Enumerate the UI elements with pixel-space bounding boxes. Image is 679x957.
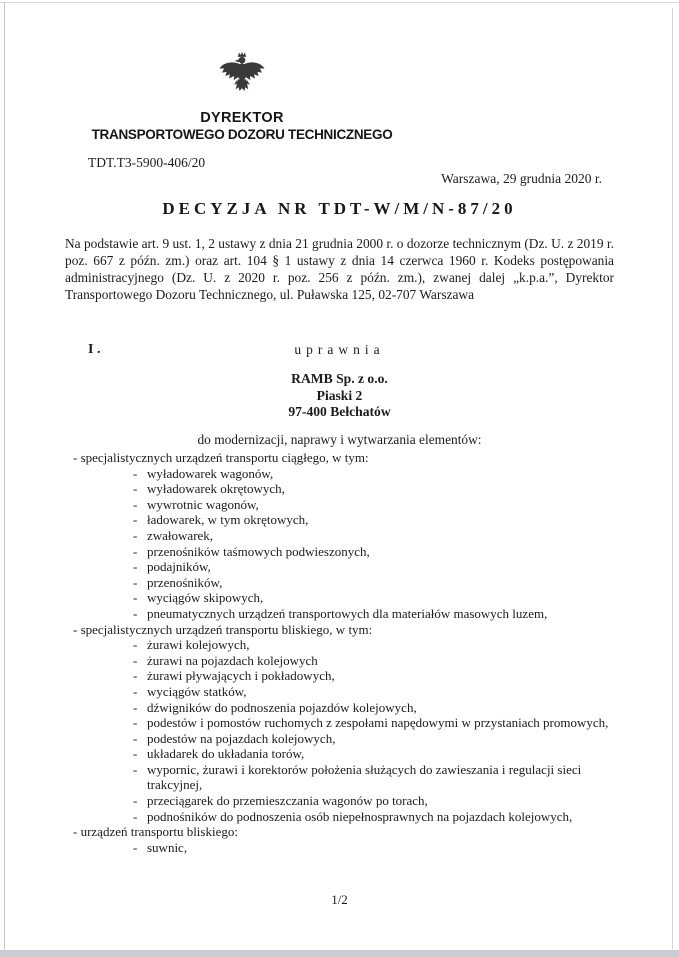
list-item-text: żurawi pływających i pokładowych, bbox=[147, 668, 335, 684]
list-item-text: wywrotnic wagonów, bbox=[147, 496, 259, 512]
list-item bbox=[73, 746, 614, 762]
scope-group-heading: - specjalistycznych urządzeń transportu bliskiego, w tym: bbox=[73, 621, 373, 637]
list-item bbox=[73, 466, 614, 482]
place-and-date: Warszawa, 29 grudnia 2020 r. bbox=[441, 171, 602, 186]
dash-marker: - bbox=[133, 746, 138, 762]
list-item bbox=[73, 840, 614, 856]
scope-group-1 bbox=[73, 450, 614, 622]
list-item bbox=[73, 559, 614, 575]
list-item-text: podnośników do podnoszenia osób niepełnosprawnych na pojazdach kolejowych, bbox=[147, 808, 573, 824]
dash-marker: - bbox=[133, 793, 138, 809]
list-item bbox=[73, 575, 614, 591]
list-item-text: żurawi kolejowych, bbox=[147, 637, 250, 653]
list-item bbox=[73, 637, 614, 653]
list-item bbox=[73, 606, 614, 622]
section-verb: uprawnia bbox=[294, 342, 385, 357]
letterhead bbox=[80, 50, 404, 142]
dash-marker: - bbox=[133, 590, 138, 606]
dash-marker: - bbox=[133, 637, 138, 653]
dash-marker: - bbox=[133, 496, 138, 512]
list-item-text: ładowarek, w tym okrętowych, bbox=[147, 512, 309, 528]
list-item-text: przenośników, bbox=[147, 574, 223, 590]
list-item bbox=[73, 715, 614, 731]
org-title-line2: TRANSPORTOWEGO DOZORU TECHNICZNEGO bbox=[91, 127, 393, 142]
company-address-line2: 97-400 Bełchatów bbox=[288, 404, 391, 419]
list-item bbox=[73, 544, 614, 560]
list-item-text: przeciągarek do przemieszczania wagonów po torach, bbox=[147, 793, 428, 809]
page-number: 1/2 bbox=[331, 892, 348, 907]
dash-marker: - bbox=[133, 481, 138, 497]
dash-marker: - bbox=[133, 730, 138, 746]
list-item-text: wyładowarek wagonów, bbox=[147, 465, 274, 481]
list-item-text: wyciągów skipowych, bbox=[147, 590, 264, 606]
section-row bbox=[0, 342, 679, 360]
authorized-company-block bbox=[0, 371, 679, 421]
section-number: I . bbox=[88, 342, 101, 357]
list-item-text: żurawi na pojazdach kolejowych bbox=[147, 652, 318, 668]
list-item bbox=[73, 497, 614, 513]
list-item bbox=[73, 793, 614, 809]
list-item bbox=[73, 481, 614, 497]
decision-title: DECYZJA NR TDT-W/M/N-87/20 bbox=[162, 199, 517, 218]
scope-group-2 bbox=[73, 622, 614, 825]
scope-lists bbox=[73, 450, 614, 855]
list-item bbox=[73, 731, 614, 747]
list-item-text: wypornic, żurawi i korektorów położenia służących do zawieszania i regulacji sieci trakcyjnej, bbox=[147, 761, 582, 793]
dash-marker: - bbox=[133, 839, 138, 855]
list-item-text: suwnic, bbox=[147, 839, 188, 855]
scope-group-heading: - specjalistycznych urządzeń transportu ciągłego, w tym: bbox=[73, 450, 369, 465]
list-item-text: układarek do układania torów, bbox=[147, 746, 305, 762]
dash-marker: - bbox=[133, 465, 138, 481]
dash-marker: - bbox=[133, 761, 138, 777]
list-item bbox=[73, 528, 614, 544]
company-address-line1: Piaski 2 bbox=[316, 387, 363, 403]
list-item bbox=[73, 809, 614, 825]
list-item bbox=[73, 668, 614, 684]
dash-marker: - bbox=[133, 512, 138, 528]
scope-group-heading: - urządzeń transportu bliskiego: bbox=[73, 824, 238, 840]
dash-marker: - bbox=[133, 668, 138, 684]
org-title-line1: DYREKTOR bbox=[200, 110, 284, 126]
list-item-text: podajników, bbox=[147, 559, 211, 575]
list-item-text: pneumatycznych urządzeń transportowych dla materiałów masowych luzem, bbox=[147, 605, 548, 621]
dash-marker: - bbox=[133, 543, 138, 559]
list-item-text: podestów na pojazdach kolejowych, bbox=[147, 730, 336, 746]
list-item bbox=[73, 700, 614, 716]
polish-eagle-emblem-icon bbox=[217, 50, 267, 107]
list-item-text: podestów i pomostów ruchomych z zespołami napędowymi w przystaniach promowych, bbox=[147, 715, 609, 731]
dash-marker: - bbox=[133, 574, 138, 590]
list-item-text: przenośników taśmowych podwieszonych, bbox=[147, 543, 370, 559]
list-item-text: wyładowarek okrętowych, bbox=[147, 481, 285, 497]
scope-intro: do modernizacji, naprawy i wytwarzania elementów: bbox=[197, 432, 482, 447]
list-item bbox=[73, 512, 614, 528]
scan-edge-left bbox=[4, 2, 5, 949]
list-item bbox=[73, 653, 614, 669]
legal-basis-paragraph: Na podstawie art. 9 ust. 1, 2 ustawy z dnia 21 grudnia 2000 r. o dozorze technicznym (Dz. U. z 2019 r. poz. 667 z późn. zm.) oraz art. 104 § 1 ustawy z dnia 14 czerwca 1960 r. Kodeks postępowania administracyjnego (Dz. U. z 2020 r. poz. 256 z późn. zm.), zwanej dalej „k.p.a.”, Dyrektor Transportowego Dozoru Technicznego, ul. Puławska 125, 02-707 Warszawa bbox=[65, 236, 614, 302]
scope-group-3 bbox=[73, 824, 614, 855]
list-item-text: wyciągów statków, bbox=[147, 683, 247, 699]
dash-marker: - bbox=[133, 652, 138, 668]
scan-edge-right bbox=[672, 8, 673, 949]
list-item bbox=[73, 762, 614, 793]
list-item-text: zwałowarek, bbox=[147, 527, 214, 543]
dash-marker: - bbox=[133, 683, 138, 699]
list-item bbox=[73, 684, 614, 700]
dash-marker: - bbox=[133, 559, 138, 575]
company-name: RAMB Sp. z o.o. bbox=[291, 371, 388, 386]
dash-marker: - bbox=[133, 527, 138, 543]
dash-marker: - bbox=[133, 808, 138, 824]
dash-marker: - bbox=[133, 715, 138, 731]
scan-edge-bottom bbox=[0, 950, 679, 957]
dash-marker: - bbox=[133, 605, 138, 621]
case-reference-number: TDT.T3-5900-406/20 bbox=[88, 155, 206, 170]
dash-marker: - bbox=[133, 699, 138, 715]
list-item bbox=[73, 590, 614, 606]
list-item-text: dźwigników do podnoszenia pojazdów kolejowych, bbox=[147, 699, 417, 715]
scan-edge-top bbox=[0, 2, 679, 3]
